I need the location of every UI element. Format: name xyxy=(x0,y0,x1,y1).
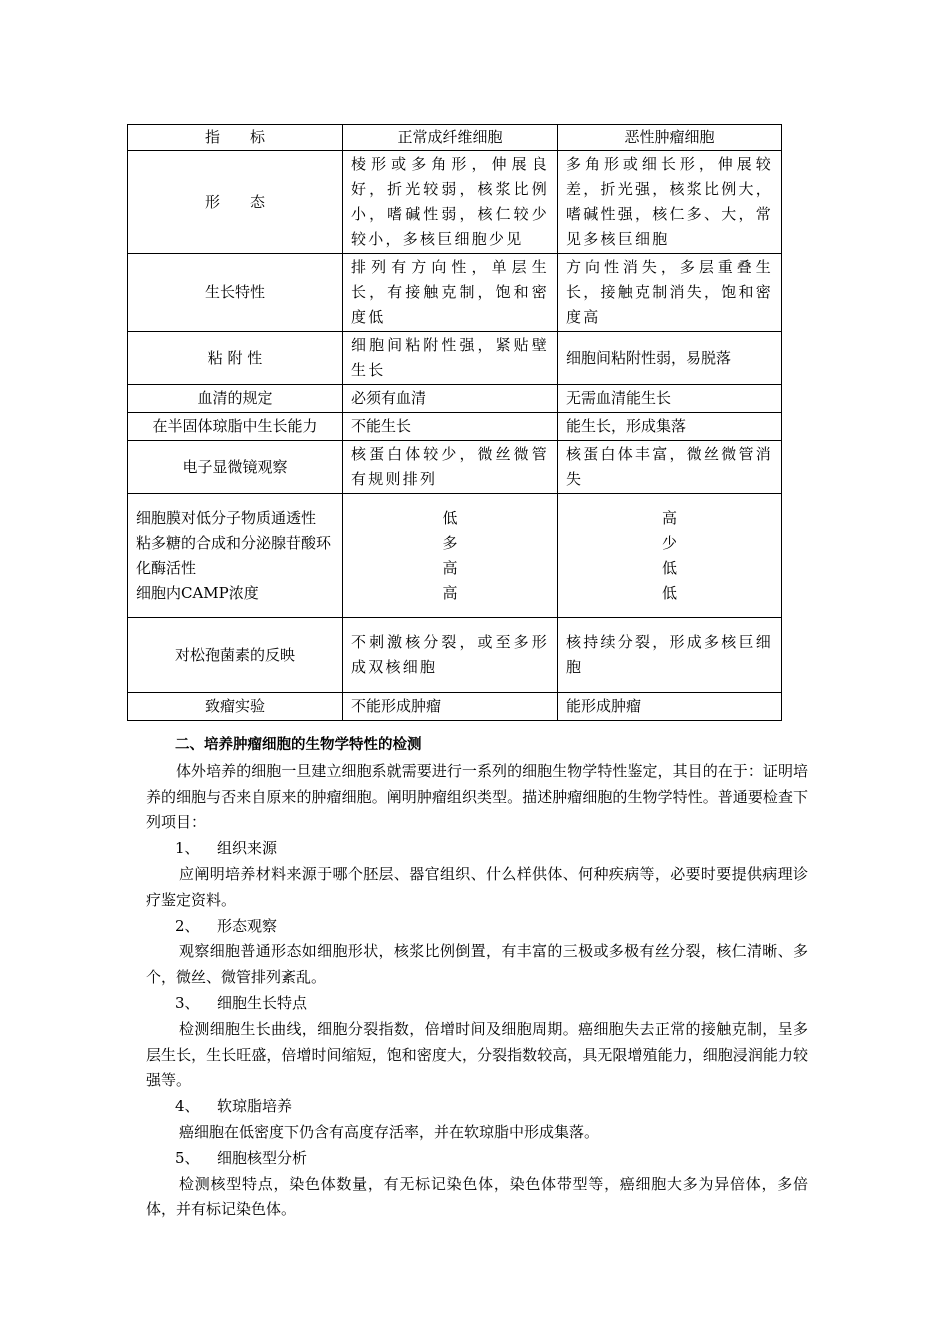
list-item-title xyxy=(146,1094,808,1120)
multi-label: 细胞内CAMP浓度 xyxy=(136,583,259,602)
item-number: 2、 xyxy=(175,916,200,935)
item-title: 软琼脂培养 xyxy=(217,1097,293,1116)
table-row xyxy=(128,494,782,618)
multi-normal-value: 低 xyxy=(442,508,458,527)
list-item-title xyxy=(146,991,808,1017)
list-item-text: 检测细胞生长曲线，细胞分裂指数，倍增时间及细胞周期。癌细胞失去正常的接触克制，呈多层生长，生长旺盛，倍增时间缩短，饱和密度大，分裂指数较高，具无限增殖能力，细胞浸润能力较强等。 xyxy=(146,1019,808,1090)
row-normal: 核蛋白体较少，微丝微管有规则排列 xyxy=(343,441,558,494)
row-malignant: 细胞间粘附性弱，易脱落 xyxy=(558,332,782,385)
list-item-text: 检测核型特点，染色体数量，有无标记染色体，染色体带型等，癌细胞大多为异倍体，多倍体，并有标记染色体。 xyxy=(146,1174,808,1219)
table-header-row xyxy=(128,125,782,151)
multi-normal-value: 高 xyxy=(442,558,458,577)
table-row xyxy=(128,413,782,441)
section-intro: 体外培养的细胞一旦建立细胞系就需要进行一系列的细胞生物学特性鉴定，其目的在于：证明培养的细胞与否来自原来的肿瘤细胞。阐明肿瘤组织类型。描述肿瘤细胞的生物学特性。普通要检查下列项目： xyxy=(146,761,808,832)
list-item-title xyxy=(146,914,808,940)
list-item-text: 应阐明培养材料来源于哪个胚层、器官组织、什么样供体、何种疾病等，必要时要提供病理诊疗鉴定资料。 xyxy=(146,864,808,909)
row-label: 形 态 xyxy=(128,151,343,254)
multi-malignant-value: 高 xyxy=(661,508,677,527)
multi-row-labels xyxy=(128,494,343,618)
item-title: 细胞生长特点 xyxy=(217,993,308,1012)
item-title: 组织来源 xyxy=(217,839,278,858)
item-number: 4、 xyxy=(175,1097,200,1116)
comparison-table xyxy=(127,124,782,721)
row-label: 致瘤实验 xyxy=(128,693,343,721)
table-row xyxy=(128,618,782,693)
table-row xyxy=(128,254,782,332)
list-item-text: 癌细胞在低密度下仍含有高度存活率，并在软琼脂中形成集落。 xyxy=(179,1122,600,1141)
multi-row-malignant xyxy=(558,494,782,618)
list-item-text: 观察细胞普通形态如细胞形状，核浆比例倒置，有丰富的三极或多极有丝分裂，核仁清晰、多个，微丝、微管排列紊乱。 xyxy=(146,942,808,987)
header-malignant: 恶性肿瘤细胞 xyxy=(558,125,782,151)
table-row xyxy=(128,441,782,494)
row-label: 粘 附 性 xyxy=(128,332,343,385)
multi-malignant-value: 少 xyxy=(661,533,677,552)
row-malignant: 多角形或细长形，伸展较差，折光强，核浆比例大，嗜碱性强，核仁多、大，常见多核巨细胞 xyxy=(558,151,782,254)
row-malignant: 核持续分裂，形成多核巨细胞 xyxy=(558,618,782,693)
multi-normal-value: 高 xyxy=(442,583,458,602)
multi-row-normal xyxy=(343,494,558,618)
row-label: 血清的规定 xyxy=(128,385,343,413)
row-normal: 不能形成肿瘤 xyxy=(343,693,558,721)
header-normal: 正常成纤维细胞 xyxy=(343,125,558,151)
row-malignant: 方向性消失，多层重叠生长，接触克制消失，饱和密度高 xyxy=(558,254,782,332)
item-title: 细胞核型分析 xyxy=(217,1148,308,1167)
header-indicator: 指 标 xyxy=(128,125,343,151)
multi-malignant-value: 低 xyxy=(661,583,677,602)
row-label: 对松孢菌素的反映 xyxy=(128,618,343,693)
list-item-title xyxy=(146,1146,808,1172)
table-row xyxy=(128,693,782,721)
table-row xyxy=(128,151,782,254)
row-normal: 不能生长 xyxy=(343,413,558,441)
row-normal: 棱形或多角形，伸展良好，折光较弱，核浆比例小，嗜碱性弱，核仁较少较小，多核巨细胞少见 xyxy=(343,151,558,254)
row-label: 电子显微镜观察 xyxy=(128,441,343,494)
row-malignant: 无需血清能生长 xyxy=(558,385,782,413)
multi-label: 细胞膜对低分子物质通透性 xyxy=(136,508,317,527)
row-normal: 细胞间粘附性强，紧贴壁生长 xyxy=(343,332,558,385)
row-malignant: 能生长，形成集落 xyxy=(558,413,782,441)
row-malignant: 核蛋白体丰富，微丝微管消失 xyxy=(558,441,782,494)
item-title: 形态观察 xyxy=(217,916,278,935)
row-label: 在半固体琼脂中生长能力 xyxy=(128,413,343,441)
multi-label: 粘多糖的合成和分泌腺苷酸环化酶活性 xyxy=(136,533,332,577)
section-body xyxy=(146,733,808,1223)
table-row xyxy=(128,332,782,385)
list-item-title xyxy=(146,836,808,862)
row-normal: 排列有方向性，单层生长，有接触克制，饱和密度低 xyxy=(343,254,558,332)
multi-normal-value: 多 xyxy=(442,533,458,552)
item-number: 5、 xyxy=(175,1148,200,1167)
row-normal: 不刺激核分裂，或至多形成双核细胞 xyxy=(343,618,558,693)
multi-malignant-value: 低 xyxy=(661,558,677,577)
table-row xyxy=(128,385,782,413)
row-label: 生长特性 xyxy=(128,254,343,332)
row-normal: 必须有血清 xyxy=(343,385,558,413)
item-number: 1、 xyxy=(175,839,200,858)
row-malignant: 能形成肿瘤 xyxy=(558,693,782,721)
section-heading: 二、培养肿瘤细胞的生物学特性的检测 xyxy=(175,737,422,753)
item-number: 3、 xyxy=(175,993,200,1012)
